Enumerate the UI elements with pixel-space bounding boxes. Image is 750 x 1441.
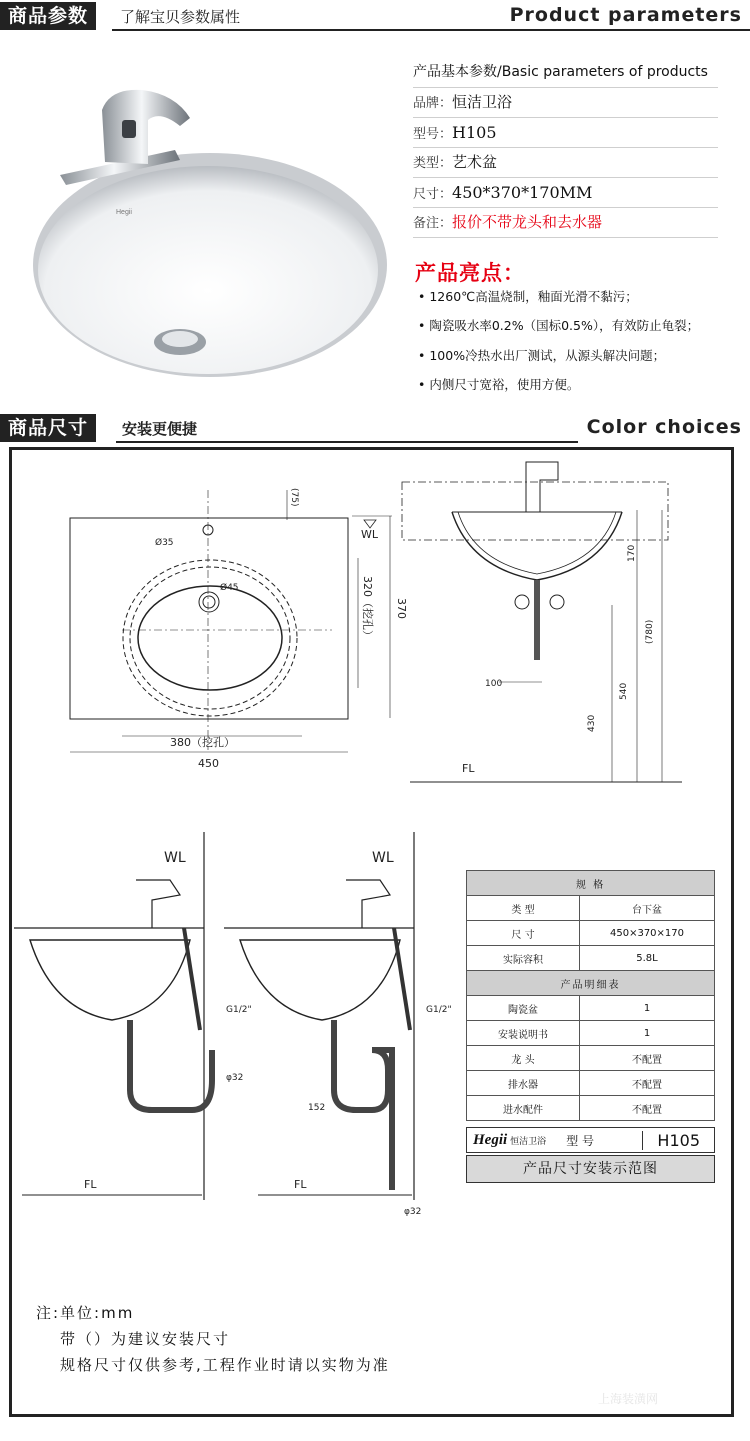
param-value: 艺术盆 [452, 153, 498, 171]
spec-model-box [466, 1127, 715, 1153]
spec-heading: 规 格 [467, 871, 715, 896]
basin-logo: Hegii [116, 209, 132, 216]
note-suggested: 带（）为建议安装尺寸 [60, 1330, 231, 1348]
highlight-item: • 内侧尺寸宽裕，使用方便。 [418, 377, 580, 392]
dim-label: G1/2" [426, 1005, 452, 1015]
highlight-item: • 1260℃高温烧制，釉面光滑不黏污； [418, 289, 638, 304]
brand-name: 恒洁卫浴 [510, 1136, 547, 1147]
dim-label: 370 [395, 598, 408, 619]
section-header-params [0, 0, 750, 34]
watermark: 上海装潢网 [598, 1392, 659, 1406]
spec-value: 不配置 [580, 1046, 715, 1071]
divider [112, 29, 750, 31]
dim-label: WL [164, 850, 186, 866]
side-view [402, 462, 682, 782]
note-disclaimer: 规格尺寸仅供参考,工程作业时请以实物为准 [60, 1356, 390, 1374]
param-label: 备注： [413, 216, 453, 231]
dim-label: WL [372, 850, 394, 866]
param-size [413, 178, 718, 208]
section-title-en: Product parameters [509, 4, 742, 26]
dim-label: Ø45 [220, 583, 239, 593]
model-label: 型 号 [566, 1133, 595, 1148]
dim-label: 540 [619, 682, 629, 700]
params-heading: 产品基本参数/Basic parameters of products [413, 58, 718, 88]
spec-key: 排水器 [467, 1071, 580, 1096]
dim-label: (75) [289, 488, 299, 507]
param-label: 尺寸： [413, 187, 453, 202]
param-brand [413, 88, 718, 118]
spec-table [466, 870, 715, 1183]
spec-key: 安装说明书 [467, 1021, 580, 1046]
dim-label: FL [462, 762, 475, 775]
basin-bowl [38, 166, 378, 374]
dim-label: FL [84, 1178, 97, 1191]
section-title: 商品参数 [0, 2, 96, 30]
param-note [413, 208, 718, 238]
install-view-2 [224, 832, 452, 1217]
note-unit: 注:单位:mm [36, 1304, 135, 1322]
spec-value: 450×370×170 [580, 921, 715, 946]
dim-label: 450 [198, 757, 219, 770]
section-title: 商品尺寸 [0, 414, 96, 442]
spec-key: 实际容积 [467, 946, 580, 971]
faucet [102, 90, 190, 164]
spec-key: 进水配件 [467, 1096, 580, 1121]
spec-value: 不配置 [580, 1071, 715, 1096]
section-subtitle: 安装更便捷 [122, 420, 198, 438]
spec-value: 台下盆 [580, 896, 715, 921]
spec-key: 陶瓷盆 [467, 996, 580, 1021]
highlights-title: 产品亮点： [415, 261, 525, 285]
brand-logo: Hegii [473, 1131, 508, 1148]
dim-label: Ø35 [155, 538, 174, 548]
dim-label: 152 [308, 1103, 326, 1113]
params-table [413, 58, 718, 238]
param-label: 类型： [413, 156, 453, 171]
param-value: 报价不带龙头和去水器 [452, 213, 603, 231]
spec-key: 尺 寸 [467, 921, 580, 946]
product-photo [30, 80, 390, 380]
highlight-item: • 100%冷热水出厂测试，从源头解决问题； [418, 348, 666, 363]
divider [116, 441, 578, 443]
top-view [70, 488, 408, 770]
section-header-size [0, 412, 750, 446]
spec-key: 龙 头 [467, 1046, 580, 1071]
spec-key: 类 型 [467, 896, 580, 921]
param-model [413, 118, 718, 148]
highlight-item: • 陶瓷吸水率0.2%（国标0.5%），有效防止龟裂； [418, 318, 700, 333]
drawing-caption: 产品尺寸安装示范图 [466, 1155, 715, 1183]
spec-heading: 产品明细表 [467, 971, 715, 996]
param-value: 恒洁卫浴 [452, 93, 513, 111]
param-value: H105 [452, 123, 497, 142]
dim-label: (780) [645, 619, 655, 644]
param-value: 450*370*170MM [452, 183, 593, 202]
spec-value: 1 [580, 996, 715, 1021]
model-value: H105 [642, 1131, 714, 1150]
param-label: 型号： [413, 127, 453, 142]
param-label: 品牌： [413, 96, 453, 111]
spec-value: 1 [580, 1021, 715, 1046]
dim-label: WL [361, 528, 379, 541]
dim-label: 380（挖孔） [170, 736, 235, 749]
install-view-1 [14, 832, 252, 1200]
dim-label: FL [294, 1178, 307, 1191]
param-type [413, 148, 718, 178]
section-subtitle: 了解宝贝参数属性 [120, 8, 241, 26]
dim-label: φ32 [226, 1073, 244, 1083]
dim-label: 100 [485, 679, 503, 689]
dim-label: G1/2" [226, 1005, 252, 1015]
spec-value: 5.8L [580, 946, 715, 971]
dim-label: φ32 [404, 1207, 422, 1217]
section-title-en: Color choices [586, 416, 742, 438]
dim-label: 320（挖孔） [361, 576, 374, 641]
dim-label: 170 [627, 544, 637, 562]
spec-value: 不配置 [580, 1096, 715, 1121]
dim-label: 430 [587, 714, 597, 732]
